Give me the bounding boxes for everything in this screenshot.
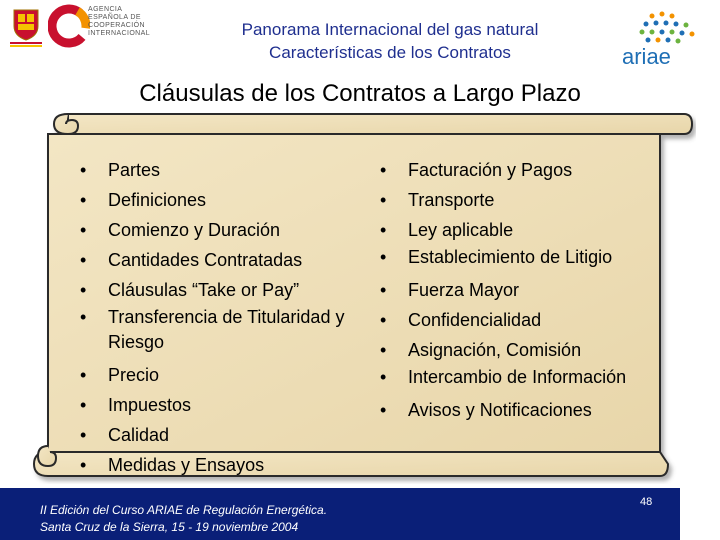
footer-text bbox=[40, 502, 327, 536]
aecid-line: INTERNACIONAL bbox=[88, 30, 150, 37]
aecid-logo bbox=[48, 4, 90, 48]
list-item: • Ley aplicable bbox=[380, 215, 650, 245]
clauses-list-right bbox=[380, 155, 650, 425]
list-item: • Establecimiento de Litigio bbox=[380, 245, 650, 275]
aecid-line: COOPERACIÓN bbox=[88, 22, 145, 29]
list-item: • Fuerza Mayor bbox=[380, 275, 650, 305]
page-number: 48 bbox=[640, 496, 653, 508]
list-item: • Medidas y Ensayos bbox=[80, 450, 350, 480]
header-title-line1: Panorama Internacional del gas natural bbox=[241, 20, 539, 39]
aecid-line: AGENCIA bbox=[88, 6, 123, 13]
list-item: • Partes bbox=[80, 155, 350, 185]
list-item: • Transferencia de Titularidad y Riesgo bbox=[80, 305, 350, 360]
list-item: • Asignación, Comisión bbox=[380, 335, 650, 365]
ariae-logo bbox=[612, 10, 708, 68]
list-item: • Intercambio de Información bbox=[380, 365, 650, 395]
footer-line2: Santa Cruz de la Sierra, 15 - 19 noviembre 2004 bbox=[40, 520, 299, 534]
list-item: • Precio bbox=[80, 360, 350, 390]
list-item: • Facturación y Pagos bbox=[380, 155, 650, 185]
list-item: • Cláusulas “Take or Pay” bbox=[80, 275, 350, 305]
ariae-logo-text: ariae bbox=[622, 44, 671, 68]
list-item: • Confidencialidad bbox=[380, 305, 650, 335]
list-item: • Calidad bbox=[80, 420, 350, 450]
slide-title: Cláusulas de los Contratos a Largo Plazo bbox=[139, 80, 581, 107]
list-item: • Transporte bbox=[380, 185, 650, 215]
aecid-line: ESPAÑOLA DE bbox=[88, 14, 141, 21]
list-item: • Comienzo y Duración bbox=[80, 215, 350, 245]
list-item: • Definiciones bbox=[80, 185, 350, 215]
list-item: • Impuestos bbox=[80, 390, 350, 420]
header-title bbox=[180, 18, 600, 64]
footer-line1: II Edición del Curso ARIAE de Regulación Energética. bbox=[40, 503, 328, 517]
clauses-list-left bbox=[80, 155, 350, 480]
header-title-line2: Características de los Contratos bbox=[269, 43, 511, 62]
ministry-crest-logo bbox=[6, 6, 46, 50]
list-item: • Cantidades Contratadas bbox=[80, 245, 350, 275]
aecid-text bbox=[88, 6, 150, 38]
list-item: • Avisos y Notificaciones bbox=[380, 395, 650, 425]
